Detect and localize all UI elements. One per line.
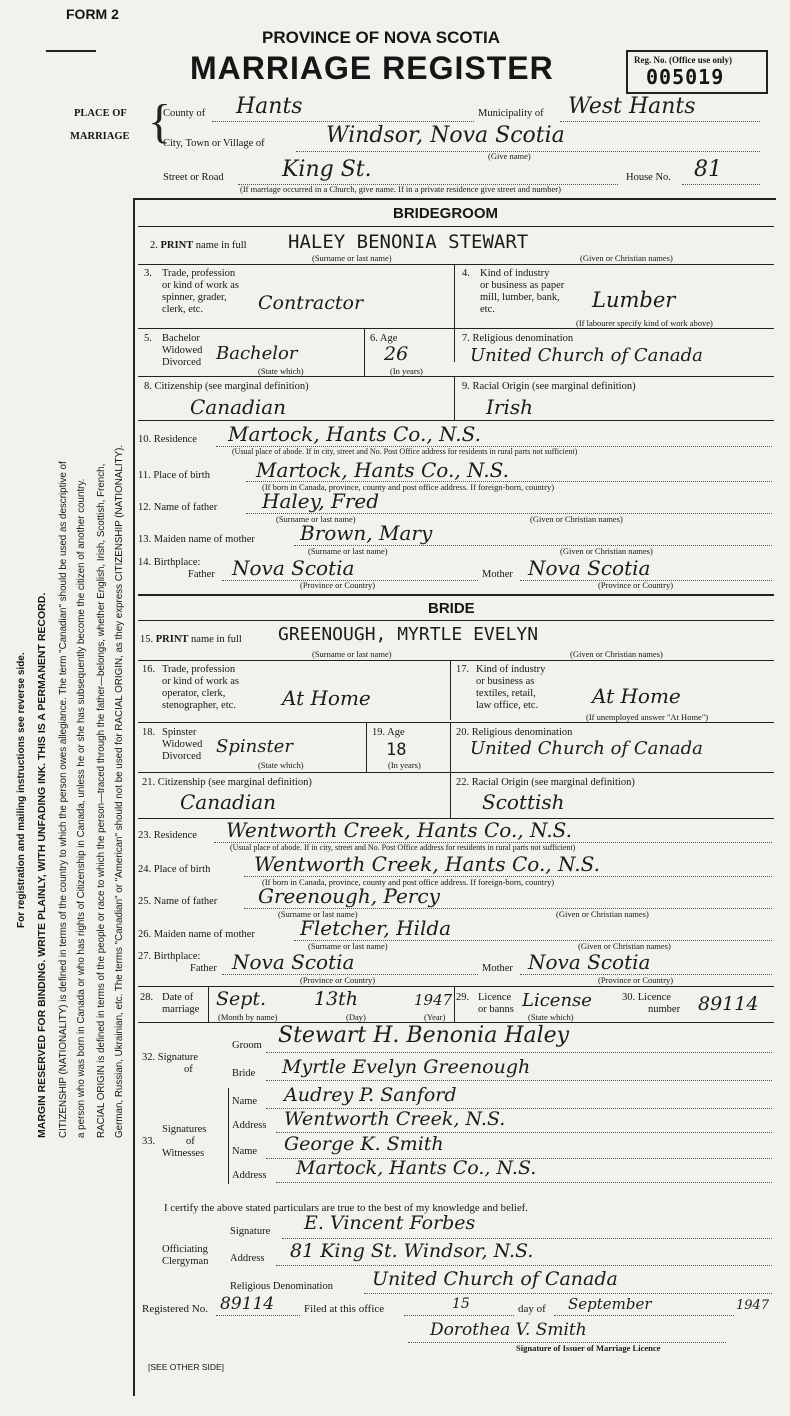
f24-label-text: Place of birth <box>153 864 211 875</box>
w1-name-label: Name <box>232 1096 258 1107</box>
f14-num: 14. <box>138 557 152 568</box>
f21-label <box>142 777 312 789</box>
bride-name-value: GREENOUGH, MYRTLE EVELYN <box>278 624 539 645</box>
f29-sub: (State which) <box>528 1012 574 1022</box>
f5-line-2: Widowed <box>162 345 203 356</box>
w2-address-label: Address <box>232 1170 267 1181</box>
f20-label-text: Religious denomination <box>471 727 573 738</box>
f5-line-1: Bachelor <box>162 333 200 344</box>
f12-num: 12. <box>138 502 152 513</box>
margin-line-3: CITIZENSHIP (NATIONALITY) is defined in terms of the country to which the person owes allegiance. The term "Canadian" should be used as descriptive of <box>58 461 69 1138</box>
f6-sub: (In years) <box>390 366 423 376</box>
registration-number-label: Reg. No. (Office use only) <box>634 55 732 65</box>
registration-number-box <box>626 50 768 94</box>
bride-mother-value: Fletcher, Hilda <box>300 916 452 940</box>
clergy-denomination-line <box>364 1293 772 1294</box>
f13-label <box>138 534 255 546</box>
f7-num: 7. <box>462 333 470 344</box>
groom-residence-value: Martock, Hants Co., N.S. <box>228 422 481 446</box>
f12-label-text: Name of father <box>153 502 218 513</box>
filed-day-value: 15 <box>452 1296 470 1312</box>
f4-num: 4. <box>462 268 470 279</box>
issuer-signature-value: Dorothea V. Smith <box>430 1320 587 1340</box>
f28-sub-month: (Month by name) <box>218 1012 278 1022</box>
f11-num: 11. <box>138 470 151 481</box>
marriage-month-value: Sept. <box>216 988 267 1010</box>
page-title: MARRIAGE REGISTER <box>190 50 554 86</box>
groom-name-num: 2. <box>150 240 158 251</box>
bride-residence-value: Wentworth Creek, Hants Co., N.S. <box>226 818 572 842</box>
f5-line-3: Divorced <box>162 357 202 368</box>
groom-origin-value: Irish <box>486 395 534 419</box>
f27-num: 27. <box>138 951 152 962</box>
witness-2-name-value: George K. Smith <box>284 1133 444 1155</box>
city-value: Windsor, Nova Scotia <box>326 123 565 148</box>
f26-label-text: Maiden name of mother <box>153 929 255 940</box>
f3-line-2: or kind of work as <box>162 280 239 291</box>
bride-name-label-text: name in full <box>191 634 242 645</box>
f32-line-2: of <box>184 1064 193 1075</box>
city-note: (Give name) <box>488 151 531 161</box>
witness-1-address-value: Wentworth Creek, N.S. <box>284 1108 506 1130</box>
house-line <box>682 184 760 185</box>
f27-sub-father: (Province or Country) <box>300 975 376 985</box>
f22-label <box>456 777 635 789</box>
f21-num: 21. <box>142 777 156 788</box>
house-label: House No. <box>626 172 671 183</box>
bride-name-print: PRINT <box>155 634 189 645</box>
place-brace: { <box>148 95 172 148</box>
f32-label <box>142 1052 198 1064</box>
w2-address-line <box>276 1182 772 1183</box>
municipality-value: West Hants <box>568 94 696 119</box>
f28-sub-day: (Day) <box>346 1012 366 1022</box>
f25-sub-given: (Given or Christian names) <box>556 909 649 919</box>
groom-name-label-text: name in full <box>195 240 247 251</box>
w1-address-label: Address <box>232 1120 267 1131</box>
marriage-day-value: 13th <box>314 988 359 1010</box>
filed-label: Filed at this office <box>304 1303 385 1315</box>
street-label: Street or Road <box>163 172 224 183</box>
f25-sub-surname: (Surname or last name) <box>278 909 358 919</box>
divider <box>454 376 455 420</box>
margin-line-4: a person who was born in Canada or who has rights of Citizenship in Canada, unless he or she has subsequently become the citizen of another country. <box>76 478 87 1138</box>
bride-birthplace-value: Wentworth Creek, Hants Co., N.S. <box>254 852 600 876</box>
clergy-line-2: Clergyman <box>162 1256 209 1267</box>
filed-year-value: 1947 <box>736 1298 770 1313</box>
f25-label-text: Name of father <box>153 896 218 907</box>
divider <box>366 722 367 772</box>
f18-line-1: Spinster <box>162 727 197 738</box>
f17-line-4: law office, etc. <box>476 700 539 711</box>
f9-num: 9. <box>462 381 470 392</box>
f17-num: 17. <box>456 664 470 675</box>
divider <box>208 986 209 1022</box>
f6-label-text: Age <box>379 333 398 344</box>
f25-num: 25. <box>138 896 152 907</box>
filed-month-value: September <box>568 1295 652 1313</box>
rule <box>138 376 774 377</box>
margin-line-2: MARGIN RESERVED FOR BINDING. WRITE PLAINLY, WITH UNFADING INK. THIS IS A PERMANENT RECORD. <box>36 592 48 1138</box>
f26-sub-surname: (Surname or last name) <box>308 941 388 951</box>
rule <box>138 420 774 421</box>
f18-line-3: Divorced <box>162 751 202 762</box>
groom-industry-value: Lumber <box>592 288 676 312</box>
filed-month-line <box>554 1315 734 1316</box>
f9-label-text: Racial Origin (see marginal definition) <box>472 381 636 392</box>
bride-father-birthplace-value: Nova Scotia <box>232 950 355 974</box>
f30-line-2: number <box>648 1004 681 1015</box>
f24-num: 24. <box>138 864 152 875</box>
f10-label-text: Residence <box>153 434 197 445</box>
bride-father-value: Greenough, Percy <box>258 884 440 908</box>
f18-line-2: Widowed <box>162 739 203 750</box>
clergy-signature-label: Signature <box>230 1226 271 1237</box>
f8-num: 8. <box>144 381 152 392</box>
f27-mother-label: Mother <box>482 963 513 974</box>
w2-name-label: Name <box>232 1146 258 1157</box>
groom-mother-birthplace-value: Nova Scotia <box>528 556 651 580</box>
f33-num: 33. <box>142 1136 156 1147</box>
margin-line-1: For registration and mailing instructions see reverse side. <box>16 652 27 928</box>
divider <box>450 722 451 772</box>
f8-label <box>144 381 309 393</box>
certification-text: I certify the above stated particulars are true to the best of my knowledge and belief. <box>164 1202 528 1214</box>
f29-line-1: Licence <box>478 992 512 1003</box>
f30-label <box>622 992 671 1004</box>
f23-sub: (Usual place of abode. If in city, street and No. Post Office address for residents in rural parts not sufficient) <box>230 843 576 852</box>
municipality-line <box>560 121 760 122</box>
bride-name-num: 15. <box>140 634 154 645</box>
f16-line-4: stenographer, etc. <box>162 700 236 711</box>
f17-line-3: textiles, retail, <box>476 688 536 699</box>
day-of-label: day of <box>518 1303 546 1315</box>
f14-label-text: Birthplace: <box>153 557 201 568</box>
f17-line-1: Kind of industry <box>476 664 546 675</box>
place-note: (If marriage occurred in a Church, give name. If in a private residence give street and number) <box>240 184 561 194</box>
witness-2-address-value: Martock, Hants Co., N.S. <box>296 1157 537 1179</box>
groom-name-value: HALEY BENONIA STEWART <box>288 231 529 253</box>
registered-label: Registered No. <box>142 1303 208 1315</box>
f28-line-1: Date of <box>162 992 194 1003</box>
f14-label <box>138 557 200 569</box>
f22-label-text: Racial Origin (see marginal definition) <box>471 777 635 788</box>
f18-sub: (State which) <box>258 760 304 770</box>
groom-citizenship-value: Canadian <box>190 395 287 419</box>
groom-status-value: Bachelor <box>216 343 298 364</box>
f26-label <box>138 929 255 941</box>
header-rule <box>46 50 96 52</box>
divider <box>364 328 365 376</box>
licence-number-value: 89114 <box>698 993 759 1015</box>
f16-line-1: Trade, profession <box>162 664 236 675</box>
f13-sub-surname: (Surname or last name) <box>308 546 388 556</box>
f33-line-2: of <box>186 1136 195 1147</box>
f25-label <box>138 896 217 908</box>
f27-label-text: Birthplace: <box>153 951 201 962</box>
registered-line <box>216 1315 300 1316</box>
f29-num: 29. <box>456 992 470 1003</box>
groom-age-value: 26 <box>384 343 409 365</box>
county-label: County of <box>163 108 206 119</box>
city-label: City, Town or Village of <box>163 138 265 149</box>
f14-father-label: Father <box>188 569 215 580</box>
clergy-signature-line <box>282 1238 772 1239</box>
f11-label-text: Place of birth <box>153 470 210 481</box>
bride-name-sub-surname: (Surname or last name) <box>312 649 392 659</box>
f19-label-text: Age <box>387 727 405 738</box>
groom-name-print: PRINT <box>160 240 194 251</box>
f30-line-1: Licence <box>637 992 671 1003</box>
f16-line-3: operator, clerk, <box>162 688 226 699</box>
bride-citizenship-value: Canadian <box>180 790 277 814</box>
filed-day-line <box>404 1315 514 1316</box>
f33-line-1: Signatures <box>162 1124 207 1135</box>
divider <box>228 1088 229 1184</box>
place-label-2: MARRIAGE <box>70 131 130 142</box>
groom-religion-value: United Church of Canada <box>470 345 703 366</box>
clergy-denomination-label: Religious Denomination <box>230 1281 333 1292</box>
groom-signature-line <box>266 1052 772 1053</box>
see-other-side: [SEE OTHER SIDE] <box>148 1362 225 1372</box>
groom-signature-value: Stewart H. Benonia Haley <box>278 1023 570 1048</box>
rule <box>138 772 774 773</box>
f10-sub: (Usual place of abode. If in city, street and No. Post Office address for residents in rural parts not sufficient) <box>232 447 578 456</box>
f3-line-1: Trade, profession <box>162 268 236 279</box>
bride-status-value: Spinster <box>216 736 293 757</box>
f23-label-text: Residence <box>153 830 197 841</box>
clergy-signature-value: E. Vincent Forbes <box>304 1212 476 1234</box>
witness-1-name-value: Audrey P. Sanford <box>284 1084 457 1106</box>
f33-line-3: Witnesses <box>162 1148 205 1159</box>
f3-line-4: clerk, etc. <box>162 304 204 315</box>
f14-sub-mother: (Province or Country) <box>598 580 674 590</box>
f23-num: 23. <box>138 830 152 841</box>
f16-line-2: or kind of work as <box>162 676 239 687</box>
f4-line-3: mill, lumber, bank, <box>480 292 560 303</box>
f24-sub: (If born in Canada, province, county and post office address. If foreign-born, country) <box>262 877 555 887</box>
f19-label <box>372 727 405 739</box>
f18-num: 18. <box>142 727 156 738</box>
f10-num: 10. <box>138 434 152 445</box>
bride-industry-value: At Home <box>592 684 681 708</box>
clergy-address-line <box>276 1265 772 1266</box>
f12-sub-surname: (Surname or last name) <box>276 514 356 524</box>
f21-label-text: Citizenship (see marginal definition) <box>157 777 312 788</box>
f8-label-text: Citizenship (see marginal definition) <box>154 381 309 392</box>
divider <box>450 660 451 720</box>
bride-name-label <box>140 634 242 646</box>
rule <box>138 722 774 723</box>
f17-sub: (If unemployed answer "At Home") <box>586 712 709 722</box>
place-label-1: PLACE OF <box>74 108 127 119</box>
licence-or-banns-value: License <box>522 990 592 1011</box>
clergy-address-value: 81 King St. Windsor, N.S. <box>290 1240 534 1262</box>
margin-line-6: German, Russian, Ukrainian, etc. The terms "Canadian" or "American" should not be used for RACIAL ORIGIN, as they express CITIZENSHIP (NATIONALITY). <box>114 444 125 1138</box>
f29-line-2: or banns <box>478 1004 514 1015</box>
f11-label <box>138 470 210 482</box>
groom-father-value: Haley, Fred <box>262 489 380 513</box>
f20-num: 20. <box>456 727 470 738</box>
f17-line-2: or business as <box>476 676 535 687</box>
f3-line-3: spinner, grader, <box>162 292 227 303</box>
bride-signature-label: Bride <box>232 1068 256 1079</box>
groom-name-sub-given: (Given or Christian names) <box>580 253 673 263</box>
f24-label <box>138 864 210 876</box>
rule <box>138 620 774 621</box>
clergy-line-1: Officiating <box>162 1244 208 1255</box>
issuer-label: Signature of Issuer of Marriage Licence <box>516 1343 661 1353</box>
divider <box>454 264 455 362</box>
county-line <box>212 121 474 122</box>
rule <box>138 328 774 329</box>
clergy-denomination-value: United Church of Canada <box>372 1268 618 1290</box>
f16-num: 16. <box>142 664 156 675</box>
bride-signature-line <box>266 1080 772 1081</box>
f12-label <box>138 502 217 514</box>
f26-sub-given: (Given or Christian names) <box>578 941 671 951</box>
rule <box>138 986 774 987</box>
bride-occupation-value: At Home <box>282 686 371 710</box>
f5-num: 5. <box>144 333 152 344</box>
bride-signature-value: Myrtle Evelyn Greenough <box>282 1056 531 1078</box>
registered-number-value: 89114 <box>220 1294 275 1314</box>
f19-num: 19. <box>372 727 386 738</box>
f28-num: 28. <box>140 992 154 1003</box>
groom-name-sub-surname: (Surname or last name) <box>312 253 392 263</box>
f19-sub: (In years) <box>388 760 421 770</box>
margin-line-5: RACIAL ORIGIN is defined in terms of the people or race to which the person—traced through the father—belongs, whether English, Irish, Scottish, French, <box>96 463 107 1138</box>
municipality-label: Municipality of <box>478 108 544 119</box>
registration-number: 005019 <box>646 65 725 89</box>
f4-line-4: etc. <box>480 304 495 315</box>
f26-num: 26. <box>138 929 152 940</box>
f28-line-2: marriage <box>162 1004 200 1015</box>
groom-birthplace-value: Martock, Hants Co., N.S. <box>256 458 509 482</box>
f28-sub-year: (Year) <box>424 1012 446 1022</box>
f13-num: 13. <box>138 534 152 545</box>
f13-sub-given: (Given or Christian names) <box>560 546 653 556</box>
groom-name-label <box>150 240 247 252</box>
bridegroom-heading-rule <box>138 226 774 227</box>
f9-label <box>462 381 636 393</box>
f10-label <box>138 434 197 446</box>
f6-num: 6. <box>370 333 378 344</box>
f12-sub-given: (Given or Christian names) <box>530 514 623 524</box>
bride-origin-value: Scottish <box>482 790 565 814</box>
f14-mother-label: Mother <box>482 569 513 580</box>
rule <box>138 264 774 265</box>
bride-age-value: 18 <box>386 740 407 760</box>
form-number: FORM 2 <box>66 6 119 22</box>
province-heading: PROVINCE OF NOVA SCOTIA <box>262 28 501 47</box>
f27-sub-mother: (Province or Country) <box>598 975 674 985</box>
bridegroom-heading: BRIDEGROOM <box>393 205 498 222</box>
bride-name-sub-given: (Given or Christian names) <box>570 649 663 659</box>
bride-heading: BRIDE <box>428 600 475 617</box>
groom-occupation-value: Contractor <box>258 292 364 314</box>
f4-line-1: Kind of industry <box>480 268 550 279</box>
f7-label <box>462 333 573 345</box>
f7-label-text: Religious denomination <box>472 333 574 344</box>
f30-num: 30. <box>622 992 636 1003</box>
f32-num: 32. <box>142 1052 156 1063</box>
house-value: 81 <box>694 157 722 182</box>
f32-line-1: Signature <box>157 1052 198 1063</box>
f13-label-text: Maiden name of mother <box>153 534 255 545</box>
f14-sub-father: (Province or Country) <box>300 580 376 590</box>
groom-signature-label: Groom <box>232 1040 262 1051</box>
county-value: Hants <box>236 94 303 119</box>
bride-religion-value: United Church of Canada <box>470 738 703 759</box>
groom-mother-value: Brown, Mary <box>300 521 433 545</box>
groom-father-birthplace-value: Nova Scotia <box>232 556 355 580</box>
divider <box>454 986 455 1022</box>
f27-father-label: Father <box>190 963 217 974</box>
f3-num: 3. <box>144 268 152 279</box>
f23-label <box>138 830 197 842</box>
street-value: King St. <box>282 157 372 182</box>
bride-mother-birthplace-value: Nova Scotia <box>528 950 651 974</box>
rule <box>138 594 774 596</box>
f4-sub: (If labourer specify kind of work above) <box>576 318 713 328</box>
f27-label <box>138 951 200 963</box>
clergy-address-label: Address <box>230 1253 265 1264</box>
f5-sub: (State which) <box>258 366 304 376</box>
rule <box>138 660 774 661</box>
divider <box>450 772 451 818</box>
marriage-year-value: 1947 <box>414 991 453 1009</box>
f11-sub: (If born in Canada, province, county and post office address. If foreign-born, country) <box>262 482 555 492</box>
f4-line-2: or business as paper <box>480 280 565 291</box>
f22-num: 22. <box>456 777 470 788</box>
